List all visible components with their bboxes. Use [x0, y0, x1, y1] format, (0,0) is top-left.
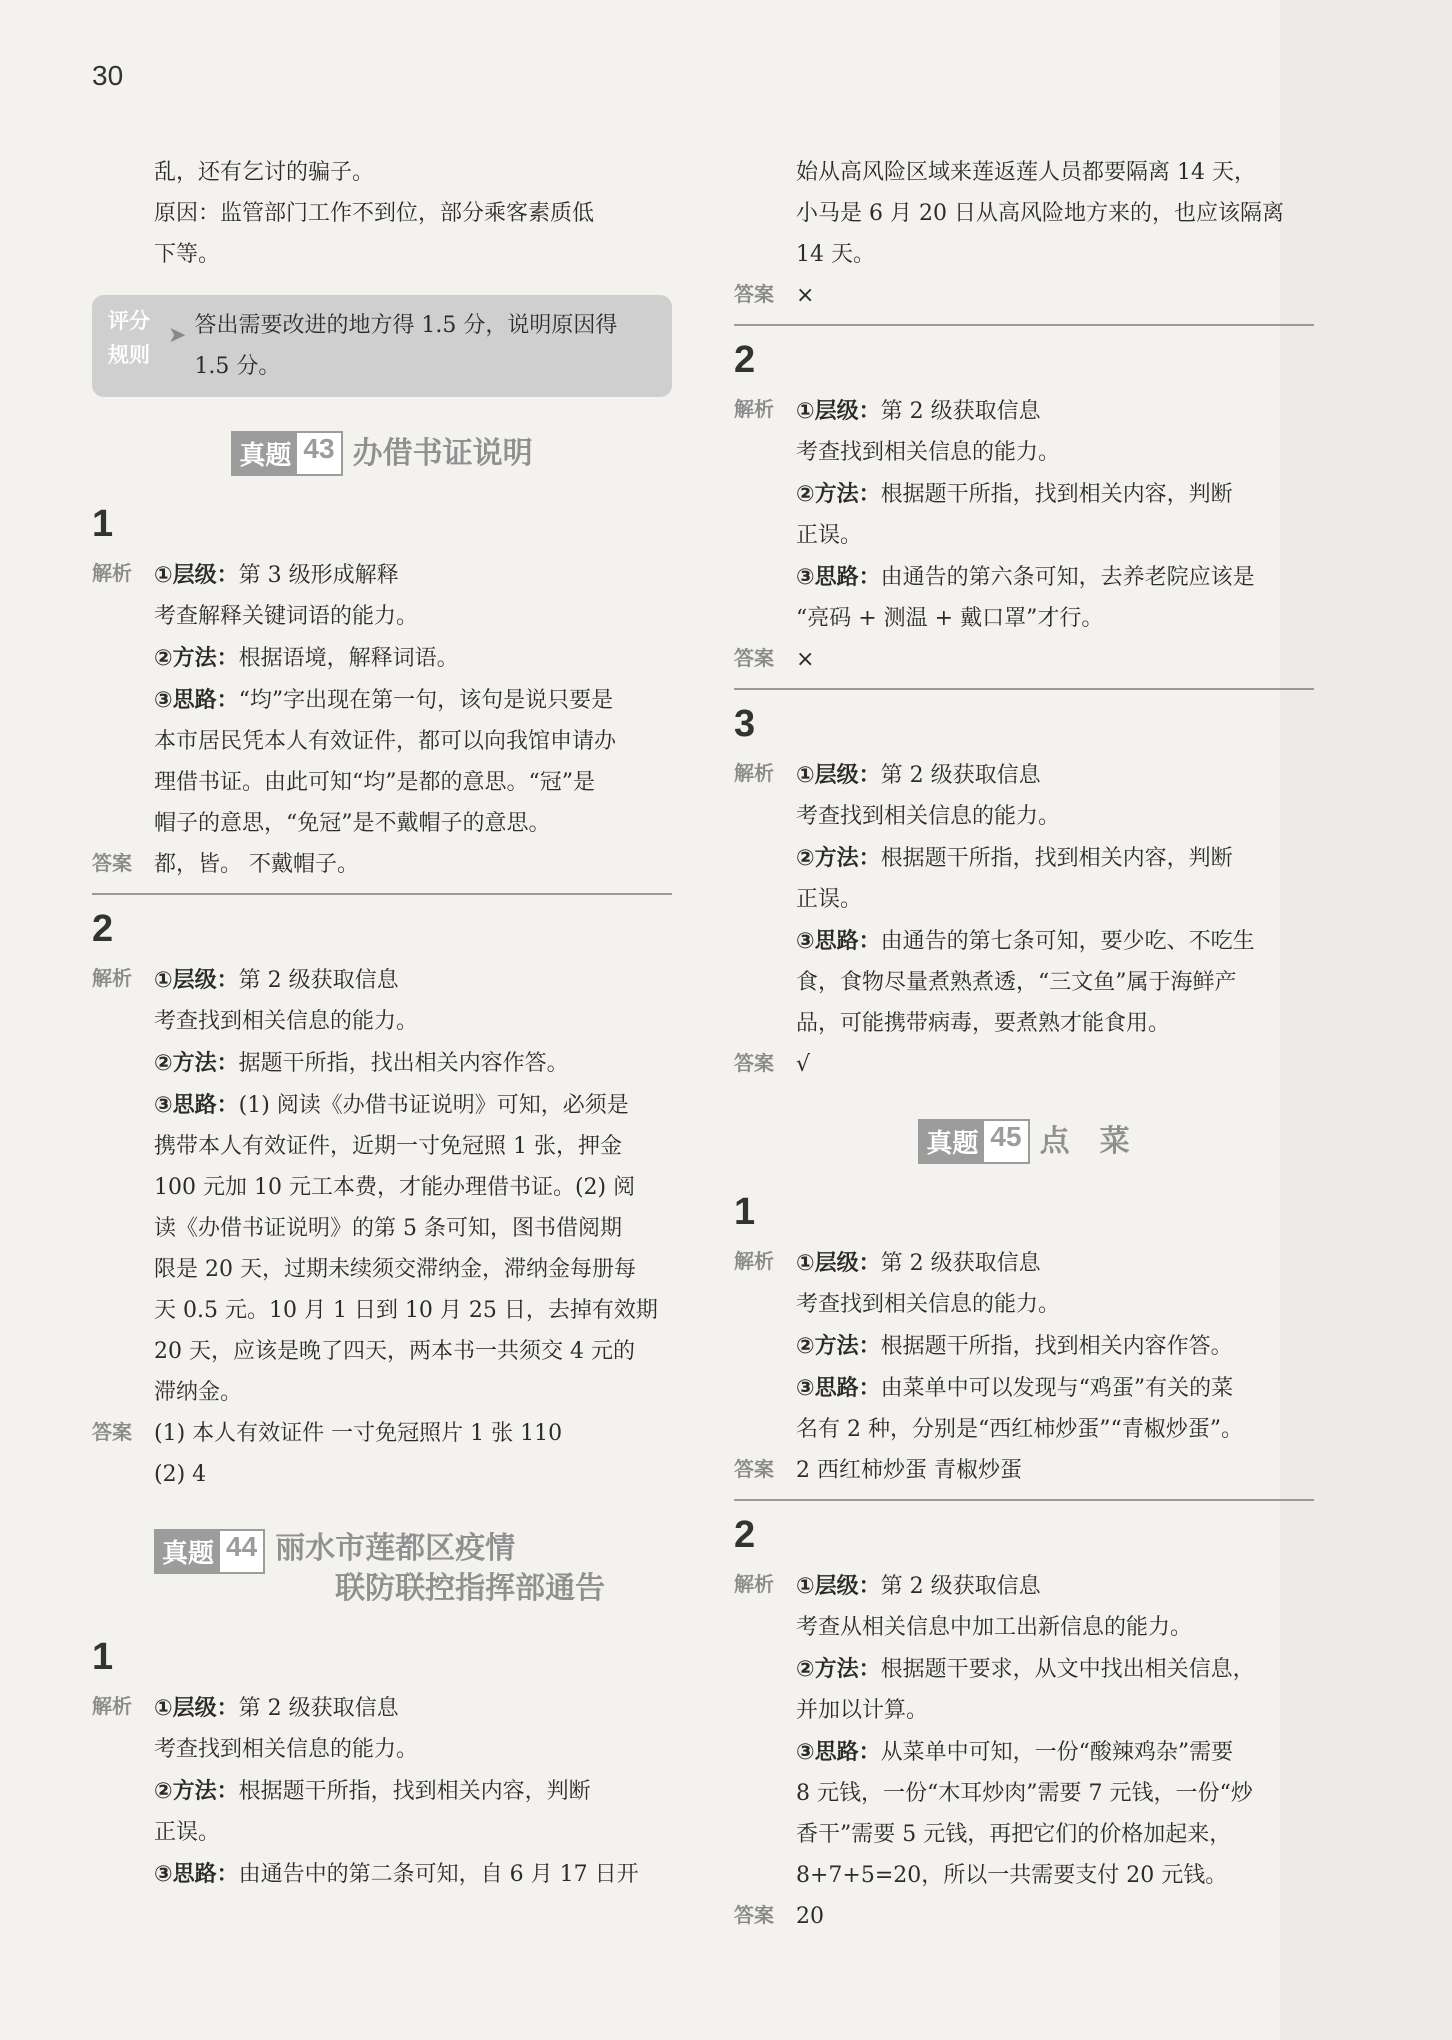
right-column [734, 152, 1314, 1937]
idea-text: 帽子的意思，“免冠”是不戴帽子的意思。 [154, 811, 551, 836]
method-text: 正误。 [796, 523, 863, 548]
analysis-tag: 解析 [92, 1696, 132, 1718]
method-text: 根据题干所指，找到相关内容，判断 [880, 482, 1233, 507]
analysis-block: 解析 ①层级：第 2 级获取信息 考查找到相关信息的能力。 ②方法：根据题干所指，找到相关内容，判断 正误。 ③思路：由通告的第六条可知，去养老院应该是 “亮码 + 测温 + 戴口罩”才行。 [734, 390, 1314, 639]
question-number: 2 [92, 908, 114, 950]
divider [734, 1499, 1314, 1501]
section-badge: 真题 44 [154, 1529, 265, 1574]
idea-text: 100 元加 10 元工本费，才能办理借书证。(2) 阅 [154, 1175, 636, 1200]
section-title: 丽水市莲都区疫情 [275, 1532, 516, 1565]
method-text: 根据题干所指，找到相关内容作答。 [880, 1334, 1233, 1359]
idea-text: 食，食物尽量煮熟煮透，“三文鱼”属于海鲜产 [796, 970, 1237, 995]
idea-text: 8+7+5=20，所以一共需要支付 20 元钱。 [796, 1863, 1228, 1888]
idea-text: 由通告的第六条可知，去养老院应该是 [880, 565, 1255, 590]
divider [92, 893, 672, 895]
analysis-tag: 解析 [734, 1251, 774, 1273]
scoring-label: 评分 规则 [108, 310, 150, 367]
left-column [92, 152, 672, 1895]
answer-text: 20 [796, 1904, 824, 1929]
level-text: 第 2 级获取信息 [238, 1696, 399, 1721]
ability-text: 考查从相关信息中加工出新信息的能力。 [796, 1615, 1193, 1640]
answer-text: × [796, 283, 815, 308]
answer-text: (2) 4 [154, 1462, 207, 1487]
intro-line: 原因：监管部门工作不到位，部分乘客素质低 [154, 201, 595, 226]
answer-text: × [796, 647, 815, 672]
idea-text: (1) 阅读《办借书证说明》可知，必须是 [238, 1093, 629, 1118]
answer-tag: 答案 [92, 1422, 132, 1444]
continued-line: 始从高风险区域来莲返莲人员都要隔离 14 天， [796, 160, 1256, 185]
level-text: 第 2 级获取信息 [880, 1574, 1041, 1599]
ability-text: 考查找到相关信息的能力。 [796, 1292, 1061, 1317]
question-number: 1 [734, 1191, 756, 1233]
method-text: 据题干所指，找出相关内容作答。 [238, 1051, 569, 1076]
answer-block [734, 1450, 1314, 1491]
analysis-tag: 解析 [92, 563, 132, 585]
analysis-tag: 解析 [92, 968, 132, 990]
section-heading-45 [734, 1119, 1314, 1164]
answer-tag: 答案 [734, 284, 774, 306]
divider [734, 324, 1314, 326]
idea-text: 由菜单中可以发现与“鸡蛋”有关的菜 [880, 1376, 1234, 1401]
level-text: 第 2 级获取信息 [880, 399, 1041, 424]
idea-text: 由通告的第七条可知，要少吃、不吃生 [880, 929, 1255, 954]
idea-text: 限是 20 天，过期未续须交滞纳金，滞纳金每册每 [154, 1257, 636, 1282]
analysis-tag: 解析 [734, 763, 774, 785]
answer-text: 2 西红柿炒蛋 青椒炒蛋 [796, 1458, 1022, 1483]
idea-text: 20 天，应该是晚了四天，两本书一共须交 4 元的 [154, 1339, 635, 1364]
section-badge: 真题 45 [918, 1119, 1029, 1164]
question-number: 1 [92, 1636, 114, 1678]
intro-line: 乱，还有乞讨的骗子。 [154, 160, 375, 185]
section-heading-43 [92, 431, 672, 476]
ability-text: 考查找到相关信息的能力。 [154, 1009, 419, 1034]
answer-text: 都，皆。 不戴帽子。 [154, 852, 359, 877]
ability-text: 考查解释关键词语的能力。 [154, 604, 419, 629]
level-text: 第 2 级获取信息 [238, 968, 399, 993]
section-badge: 真题 43 [231, 431, 342, 476]
idea-text: 香干”需要 5 元钱，再把它们的价格加起来， [796, 1822, 1232, 1847]
idea-text: “均”字出现在第一句，该句是说只要是 [238, 688, 614, 713]
method-text: 根据题干所指，找到相关内容，判断 [238, 1779, 591, 1804]
answer-tag: 答案 [734, 648, 774, 670]
idea-text: 滞纳金。 [154, 1380, 243, 1405]
idea-text: 从菜单中可知，一份“酸辣鸡杂”需要 [880, 1740, 1234, 1765]
analysis-tag: 解析 [734, 399, 774, 421]
analysis-block: 解析 ①层级：第 3 级形成解释 考查解释关键词语的能力。 ②方法：根据语境，解释词语。 ③思路：“均”字出现在第一句，该句是说只要是 本市居民凭本人有效证件，都可以向我馆申请办 理借书证。由此可知“均”是都的意思。“冠”是 帽子的意思，“免冠”是不戴帽子的意思。 [92, 554, 672, 844]
page-number: 30 [92, 60, 124, 91]
scoring-rule-box [92, 295, 672, 397]
answer-tag: 答案 [734, 1459, 774, 1481]
answer-text: √ [796, 1052, 811, 1077]
method-text: 正误。 [796, 887, 863, 912]
method-text: 根据语境，解释词语。 [238, 646, 459, 671]
question-number: 2 [734, 1514, 756, 1556]
analysis-block: 解析 ①层级：第 2 级获取信息 考查找到相关信息的能力。 ②方法：据题干所指，找出相关内容作答。 ③思路：(1) 阅读《办借书证说明》可知，必须是 携带本人有效证件，近期一寸免冠照 1 张，押金 100 元加 10 元工本费，才能办理借书证。(2) 阅 读《办借书证说明》的第 5 条可知，图书借阅期 限是 20 天，过期未续须交滞纳金，滞纳金每册每 天 0.5 元。10 月 1 日到 10 月 25 日，去掉有效期 20 天，应该是晚了四天，两本书一共须交 4 元的 滞纳金。 [92, 959, 672, 1413]
section-title: 联防联控指挥部通告 [335, 1572, 606, 1605]
answer-tag: 答案 [734, 1053, 774, 1075]
answer-tag: 答案 [734, 1905, 774, 1927]
idea-text: 天 0.5 元。10 月 1 日到 10 月 25 日，去掉有效期 [154, 1298, 658, 1323]
scoring-text: 答出需要改进的地方得 1.5 分，说明原因得 1.5 分。 [194, 313, 618, 379]
idea-text: 8 元钱，一份“木耳炒肉”需要 7 元钱，一份“炒 [796, 1781, 1253, 1806]
level-text: 第 2 级获取信息 [880, 1251, 1041, 1276]
intro-line: 下等。 [154, 242, 221, 267]
question-number: 1 [92, 503, 114, 545]
idea-text: 品，可能携带病毒，要煮熟才能食用。 [796, 1011, 1171, 1036]
divider [734, 688, 1314, 690]
answer-block [734, 1896, 1314, 1937]
idea-text: 本市居民凭本人有效证件，都可以向我馆申请办 [154, 729, 617, 754]
answer-text: (1) 本人有效证件 一寸免冠照片 1 张 110 [154, 1421, 563, 1446]
answer-block [92, 844, 672, 885]
question-number: 2 [734, 339, 756, 381]
section-title: 办借书证说明 [352, 436, 533, 470]
level-text: 第 2 级获取信息 [880, 763, 1041, 788]
idea-text: 名有 2 种，分别是“西红柿炒蛋”“青椒炒蛋”。 [796, 1417, 1243, 1442]
answer-tag: 答案 [92, 853, 132, 875]
method-text: 并加以计算。 [796, 1698, 929, 1723]
ability-text: 考查找到相关信息的能力。 [796, 804, 1061, 829]
answer-block [92, 1413, 672, 1495]
analysis-block: 解析 ①层级：第 2 级获取信息 考查找到相关信息的能力。 ②方法：根据题干所指，找到相关内容作答。 ③思路：由菜单中可以发现与“鸡蛋”有关的菜 名有 2 种，分别是“西红柿炒蛋”“青椒炒蛋”。 [734, 1242, 1314, 1450]
method-text: 正误。 [154, 1820, 221, 1845]
idea-text: 理借书证。由此可知“均”是都的意思。“冠”是 [154, 770, 595, 795]
answer-block [734, 275, 1314, 316]
method-text: 根据题干要求，从文中找出相关信息， [880, 1657, 1255, 1682]
section-heading-44 [92, 1529, 672, 1609]
analysis-tag: 解析 [734, 1574, 774, 1596]
method-text: 根据题干所指，找到相关内容，判断 [880, 846, 1233, 871]
analysis-block: 解析 ①层级：第 2 级获取信息 考查找到相关信息的能力。 ②方法：根据题干所指，找到相关内容，判断 正误。 ③思路：由通告中的第二条可知，自 6 月 17 日开 [92, 1687, 672, 1895]
idea-text: 读《办借书证说明》的第 5 条可知，图书借阅期 [154, 1216, 622, 1241]
level-text: 第 3 级形成解释 [238, 563, 399, 588]
idea-text: 携带本人有效证件，近期一寸免冠照 1 张，押金 [154, 1134, 622, 1159]
ability-text: 考查找到相关信息的能力。 [796, 440, 1061, 465]
question-number: 3 [734, 703, 756, 745]
section-title: 点 菜 [1039, 1124, 1130, 1158]
continued-line: 小马是 6 月 20 日从高风险地方来的，也应该隔离 [796, 201, 1284, 226]
idea-text: “亮码 + 测温 + 戴口罩”才行。 [796, 606, 1104, 631]
answer-block [734, 1044, 1314, 1085]
idea-text: 由通告中的第二条可知，自 6 月 17 日开 [238, 1862, 639, 1887]
arrow-icon: ➤ [168, 323, 187, 348]
analysis-block: 解析 ①层级：第 2 级获取信息 考查找到相关信息的能力。 ②方法：根据题干所指，找到相关内容，判断 正误。 ③思路：由通告的第七条可知，要少吃、不吃生 食，食物尽量煮熟煮透，“三文鱼”属于海鲜产 品，可能携带病毒，要煮熟才能食用。 [734, 754, 1314, 1044]
continued-line: 14 天。 [796, 242, 875, 267]
answer-block [734, 639, 1314, 680]
analysis-block: 解析 ①层级：第 2 级获取信息 考查从相关信息中加工出新信息的能力。 ②方法：根据题干要求，从文中找出相关信息， 并加以计算。 ③思路：从菜单中可知，一份“酸辣鸡杂”需要 8 元钱，一份“木耳炒肉”需要 7 元钱，一份“炒 香干”需要 5 元钱，再把它们的价格加起来， 8+7+5=20，所以一共需要支付 20 元钱。 [734, 1565, 1314, 1896]
ability-text: 考查找到相关信息的能力。 [154, 1737, 419, 1762]
